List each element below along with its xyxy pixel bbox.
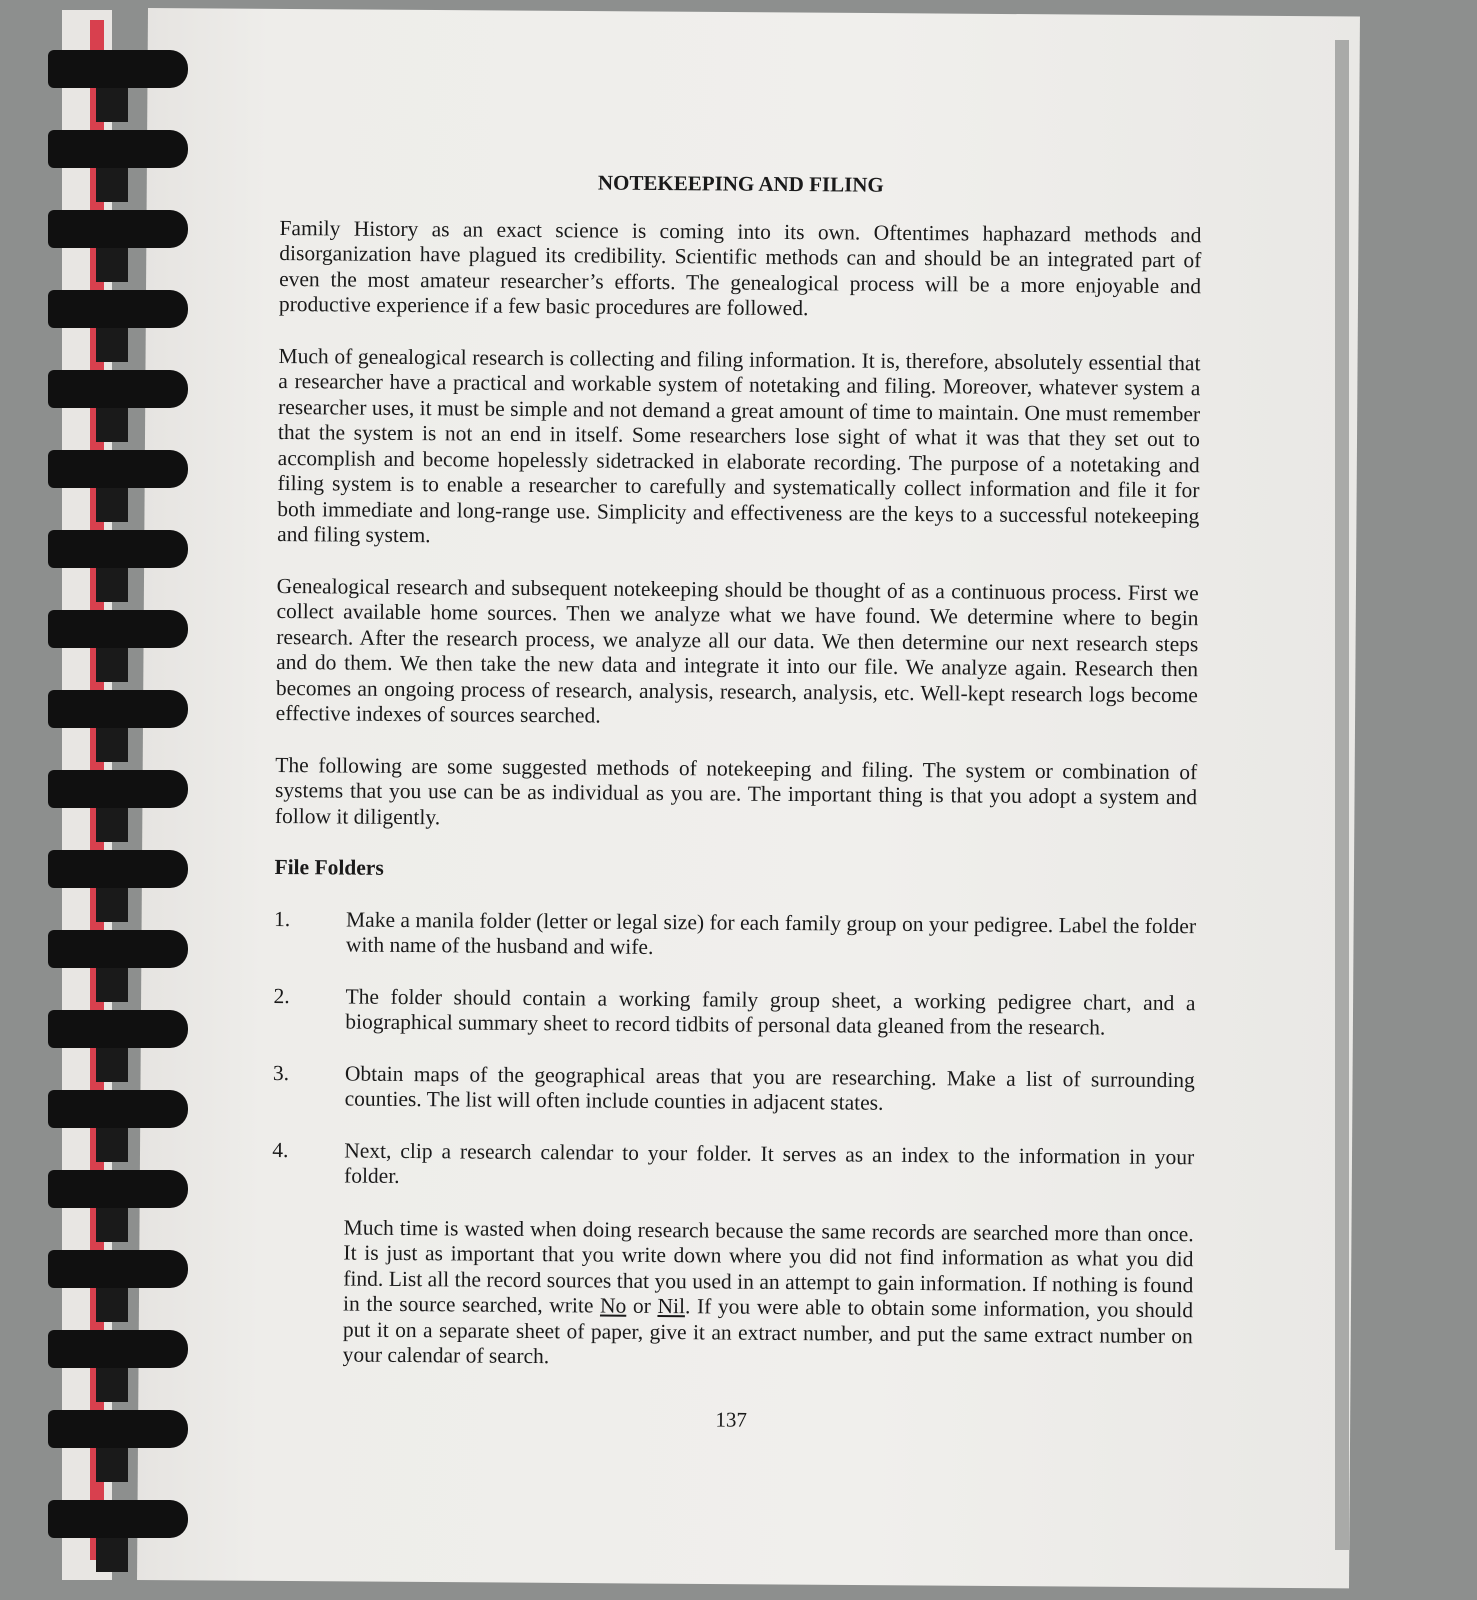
- binding-coil: [48, 610, 188, 648]
- binding-coil: [48, 370, 188, 408]
- binding-coil: [48, 530, 188, 568]
- binding-coil: [48, 930, 188, 968]
- binding-coil: [48, 1410, 188, 1448]
- binding-coil: [48, 770, 188, 808]
- binding-coil: [48, 850, 188, 888]
- binding-coil: [48, 50, 188, 88]
- indented-text-part2: . If you were able to obtain some information, you should put it on a separate sheet of paper, give it an extract number, and put the same extract number on your calendar of search.: [342, 1294, 1194, 1369]
- binding-coil: [48, 210, 188, 248]
- binding-coil: [48, 1500, 188, 1538]
- binding-coil: [48, 690, 188, 728]
- list-item: [273, 1060, 1195, 1118]
- page-content: [270, 168, 1202, 1436]
- list-item-text: Make a manila folder (letter or legal size) for each family group on your pedigree. Label the folder with name of the husband and wife.: [345, 907, 1197, 959]
- binding-coil: [48, 450, 188, 488]
- underlined-no: No: [599, 1293, 627, 1318]
- paragraph: The following are some suggested methods of notekeeping and filing. The system or combination of systems that you use can be as individual as you are. The important thing is that you adopt a system and follow it diligently.: [274, 752, 1198, 829]
- list-item: [273, 983, 1195, 1041]
- list-item-text: Obtain maps of the geographical areas that you are researching. Make a list of surrounding counties. The list will often include counties in adjacent states.: [344, 1061, 1195, 1115]
- binding-coil: [48, 1090, 188, 1128]
- list-item-number: 1.: [274, 906, 291, 931]
- section-heading: File Folders: [274, 854, 384, 880]
- indented-paragraph: [343, 1215, 1194, 1375]
- page-title: NOTEKEEPING AND FILING: [597, 170, 884, 197]
- binding-coil: [48, 1170, 188, 1208]
- paragraph: Much of genealogical research is collecting and filing information. It is, therefore, absolutely essential that a researcher have a practical and workable system of notetaking and filing. Moreover, whatever system a researcher uses, it must be simple and not demand a great amount of time to maintain. One must remember that the system is not an end in itself. Some researchers lose sight of what it was that they set out to accomplish and become hopelessly sidetracked in elaborate recording. The purpose of a notetaking and filing system is to enable a researcher to carefully and systematically collect information and file it for both immediate and long-range use. Simplicity and effectiveness are the keys to a successful notekeeping and filing system.: [277, 343, 1201, 548]
- indented-text-part1: Much time is wasted when doing research because the same records are searched more than once. It is just as important that you write down where you did not find information as what you did find. List all the record sources that you used in an attempt to gain information. If nothing is found in the source searched, write: [342, 1215, 1194, 1318]
- list-item-number: 3.: [272, 1060, 290, 1085]
- binding-coil: [48, 1010, 188, 1048]
- list-item-text: Next, clip a research calendar to your folder. It serves as an index to the information in your folder.: [343, 1138, 1195, 1188]
- underlined-nil: Nil: [657, 1294, 686, 1319]
- list-item: [274, 906, 1196, 964]
- list-item: [272, 1137, 1194, 1195]
- page-edge-shadow: [1335, 40, 1349, 1550]
- list-item-number: 2.: [273, 983, 290, 1008]
- paragraph: Genealogical research and subsequent notekeeping should be thought of as a continuous process. First we collect available home sources. Then we analyze what we have found. We determine where to begin research. After the research process, we analyze all our data. We then determine our next research steps and do them. We then take the new data and integrate it into our file. We analyze again. Research then becomes an ongoing process of research, analysis, research, analysis, etc. Well-kept research logs become effective indexes of sources searched.: [275, 573, 1199, 728]
- list-item-text: The folder should contain a working family group sheet, a working pedigree chart, and a biographical summary sheet to record tidbits of personal data gleaned from the research.: [345, 984, 1196, 1040]
- binding-coil: [48, 1250, 188, 1288]
- binding-coil: [48, 130, 188, 168]
- binding-coil: [48, 1330, 188, 1368]
- paragraph: Family History as an exact science is coming into its own. Oftentimes haphazard methods and disorganization have plagued its credibility. Scientific methods can and should be an integrated part of even the most amateur researcher’s efforts. The genealogical process will be a more enjoyable and productive experience if a few basic procedures are followed.: [278, 215, 1202, 321]
- indented-text-or: or: [626, 1293, 658, 1318]
- list-item-number: 4.: [272, 1137, 289, 1162]
- binding-coil: [48, 290, 188, 328]
- page-number: 137: [715, 1406, 748, 1432]
